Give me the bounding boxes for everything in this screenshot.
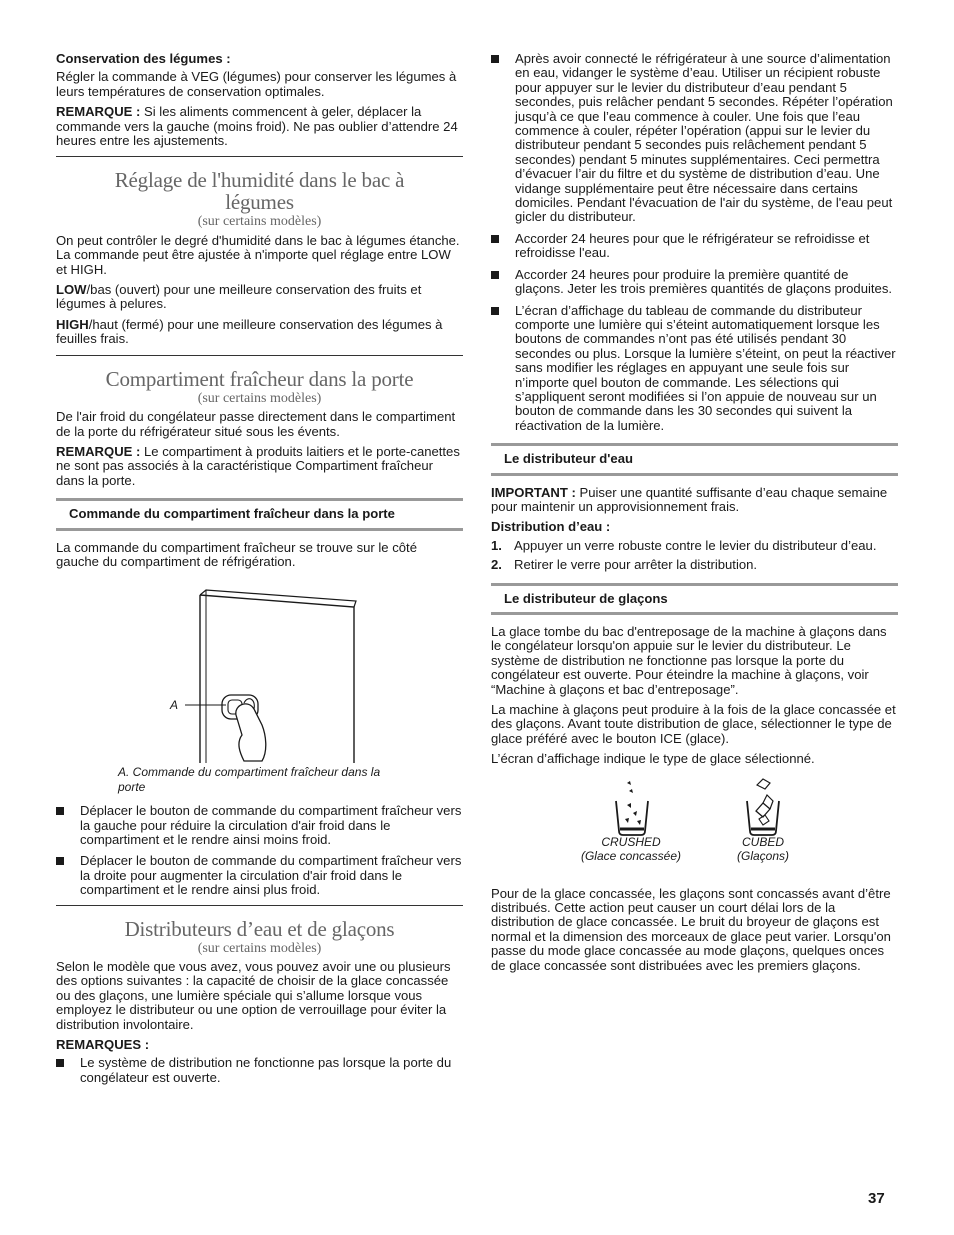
veg-note (56, 105, 463, 148)
humidity-high (56, 318, 463, 347)
fresh-control-paragraph: La commande du compartiment fraîcheur se trouve sur le côté gauche du compartiment de réfrigération. (56, 539, 417, 569)
ice-paragraph-3: L’écran d’affichage indique le type de glace sélectionné. (491, 751, 815, 767)
crushed-caption (571, 835, 691, 863)
step-text: Appuyer un verre robuste contre le levier du distributeur d’eau. (514, 537, 877, 553)
high-label: HIGH (56, 316, 89, 332)
high-text: /haut (fermé) pour une meilleure conservation des légumes à feuilles frais. (56, 316, 443, 347)
fresh-title: Compartiment fraîcheur dans la porte (105, 366, 414, 391)
dispensers-subtitle: (sur certains modèles) (197, 940, 322, 956)
left-column (56, 52, 463, 1092)
veg-paragraph: Régler la commande à VEG (légumes) pour conserver les légumes à leurs températures de conservation optimales. (56, 69, 457, 99)
cubed-caption (713, 835, 813, 863)
crushed-label: CRUSHED (601, 834, 661, 849)
step-number: 1. (491, 537, 502, 553)
humidity-subtitle: (sur certains modèles) (197, 214, 322, 230)
ice-dispenser-heading: Le distributeur de glaçons (491, 583, 898, 615)
ice-paragraph-1: La glace tombe du bac d'entreposage de la machine à glaçons dans le congélateur lorsqu'on appuie sur le levier du distributeur. Le système de distribution ne fonctionne pas lorsque la porte du congélateur est ouverte. Pour éteindre la machine à glaçons, voir “Machine à glaçons et bac d’entreposage”. (491, 624, 887, 697)
list-item: Le système de distribution ne fonctionne pas lorsque la porte du congélateur est ouverte. (56, 1056, 463, 1085)
cubed-ice-icon (747, 779, 779, 835)
list-item: Accorder 24 heures pour que le réfrigérateur se refroidisse et refroidisse l'eau. (491, 232, 898, 261)
low-text: /bas (ouvert) pour une meilleure conservation des fruits et légumes à pelures. (56, 282, 422, 312)
list-item: Accorder 24 heures pour produire la première quantité de glaçons. Jeter les trois premières quantités de glaçons produites. (491, 268, 898, 297)
ice-paragraph-4: Pour de la glace concassée, les glaçons sont concassés avant d’être distribués. Cette action peut causer un court délai lors de la distribution de glace concassée. Le bruit du broyeur de glaçons est normal et la dimension des morceaux de glace peut varier. Lorsqu'on passe du mode glace concassée au mode glaçons, quelques onces de glace concassée sont distribuées avec les premiers glaçons. (491, 885, 891, 973)
cubed-label: CUBED (741, 834, 784, 849)
crushed-ice-icon (616, 781, 648, 835)
fresh-note-text: Le compartiment à produits laitiers et le porte-canettes ne sont pas associés à la caractéristique Compartiment fraîcheur dans la porte. (56, 443, 460, 488)
ice-paragraph-2: La machine à glaçons peut produire à la fois de la glace concassée et des glaçons. Avant toute distribution de glace, sélectionner le type de glace préféré avec le bouton ICE (glace). (491, 702, 896, 746)
veg-note-text: Si les aliments commencent à geler, déplacer la commande vers la gauche (moins froid). Ne pas oublier d’attendre 24 heures entre les ajustements. (56, 104, 458, 149)
list-item (491, 539, 898, 553)
cubed-sublabel: (Glaçons) (736, 848, 789, 863)
right-column (491, 52, 898, 979)
ice-type-icons (491, 775, 898, 887)
crushed-sublabel: (Glace concassée) (580, 848, 682, 863)
fresh-subtitle: (sur certains modèles) (197, 390, 322, 406)
dispensers-bullets (56, 1056, 463, 1085)
water-steps (491, 539, 898, 573)
veg-heading: Conservation des légumes : (56, 51, 231, 66)
dispensers-title: Distributeurs d’eau et de glaçons (124, 916, 395, 941)
dispensers-notes-label: REMARQUES : (56, 1037, 150, 1053)
humidity-low (56, 283, 463, 312)
fresh-note-label: REMARQUE : (56, 443, 141, 459)
veg-note-label: REMARQUE : (56, 104, 141, 120)
fresh-compartment-figure (56, 575, 463, 765)
important-text: Puiser une quantité suffisante d’eau chaque semaine pour maintenir un approvisionnement frais. (491, 484, 888, 514)
section-divider (56, 355, 463, 356)
fresh-note (56, 445, 463, 488)
fresh-paragraph: De l'air froid du congélateur passe directement dans le compartiment de la porte du réfrigérateur situé sous les évents. (56, 409, 456, 439)
fresh-control-heading: Commande du compartiment fraîcheur dans la porte (56, 498, 463, 530)
list-item: Déplacer le bouton de commande du compartiment fraîcheur vers la gauche pour réduire la circulation d'air froid dans le compartiment et le rendre ainsi moins froid. (56, 804, 463, 847)
section-divider (56, 905, 463, 906)
water-distribution-label: Distribution d’eau : (491, 519, 611, 535)
water-dispenser-heading: Le distributeur d'eau (491, 443, 898, 475)
list-item (491, 558, 898, 572)
list-item: Déplacer le bouton de commande du compartiment fraîcheur vers la droite pour augmenter la circulation d'air froid dans le compartiment et le rendre ainsi plus froid. (56, 854, 463, 897)
figure-caption: A. Commande du compartiment fraîcheur dans la porte (118, 765, 381, 794)
figure-label-a: A (170, 698, 179, 713)
water-important (491, 486, 898, 515)
fresh-bullets (56, 804, 463, 897)
humidity-title: Réglage de l'humidité dans le bac à légumes (114, 168, 405, 215)
step-number: 2. (491, 557, 502, 573)
humidity-paragraph: On peut contrôler le degré d'humidité dans le bac à légumes étanche. La commande peut être ajustée à n'importe quel réglage entre LOW et HIGH. (56, 232, 460, 277)
ice-glass-illustrations (491, 775, 898, 845)
water-setup-bullets (491, 52, 898, 433)
step-text: Retirer le verre pour arrêter la distribution. (514, 557, 758, 573)
section-divider (56, 156, 463, 157)
important-label: IMPORTANT : (491, 484, 576, 500)
dispensers-paragraph: Selon le modèle que vous avez, vous pouvez avoir une ou plusieurs des options suivantes : la capacité de choisir de la glace concassée ou des glaçons, une lumière spéciale qui s’allume lorsque vous employez le distributeur ou une option de verrouillage pour éviter la distribution involontaire. (56, 959, 451, 1032)
fridge-compartment-illustration (56, 575, 463, 765)
page-number: 37 (868, 1190, 885, 1207)
list-item: L’écran d’affichage du tableau de commande du distributeur comporte une lumière qui s’éteint automatiquement lorsque les boutons de commandes n’ont pas été utilisés pendant 30 secondes ou plus. Lorsque la lumière s’éteint, on peut la réactiver sans modifier les réglages en appuyant une seule fois sur n’importe quel bouton de commande. Les sélections qui s’appliquent seront modifiées si l’on appuie de nouveau sur un bouton de commande dans les 30 secondes qui suivent la réactivation de la lumière. (491, 304, 898, 434)
list-item: Après avoir connecté le réfrigérateur à une source d’alimentation en eau, vidanger le système d’eau. Utiliser un récipient robuste pour appuyer sur le levier du distributeur d’eau pendant 5 secondes, puis relâcher pendant 5 secondes. Répéter l’opération jusqu’à ce que l’eau commence à couler. Une fois que l’eau commence à couler, répéter l’opération (appui sur le levier du distributeur pendant 5 secondes puis relâchement pendant 5 secondes) pendant 5 minutes supplémentaires. Ceci permettra d’évacuer l’air du filtre et du système de distribution d’eau. Une vidange supplémentaire peut être nécessaire dans certains domiciles. Pendant l'évacuation de l'air du système, de l'eau peut gicler du distributeur. (491, 52, 898, 225)
low-label: LOW (56, 282, 87, 298)
